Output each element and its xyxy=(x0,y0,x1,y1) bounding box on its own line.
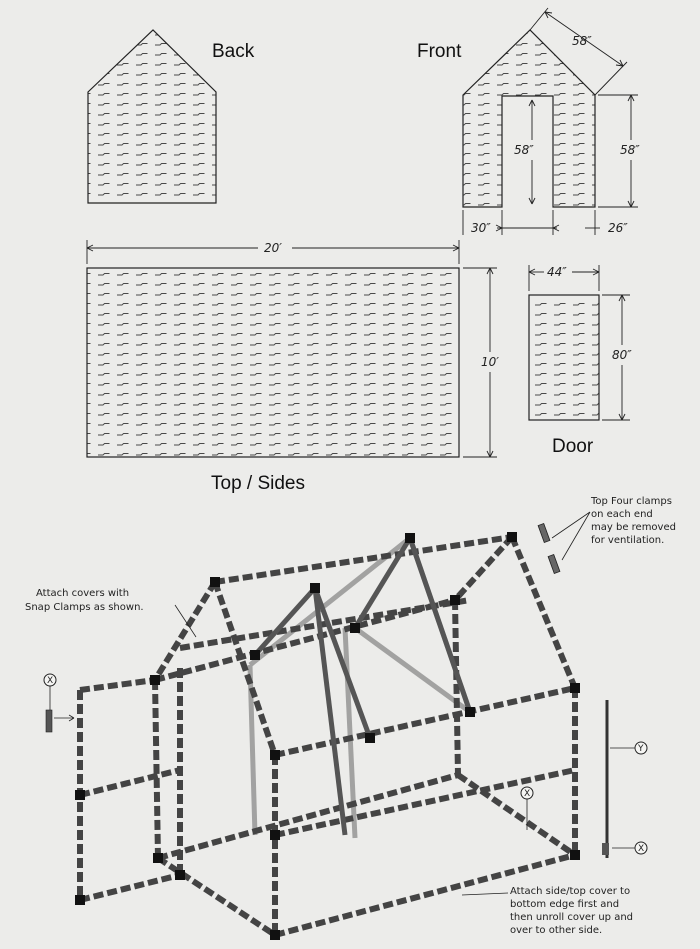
front-door-height-label: 58″ xyxy=(514,143,534,157)
front-panel xyxy=(417,8,640,235)
callout-x-middle-label: X xyxy=(524,789,531,799)
note-attach-covers-line-1: Attach covers with xyxy=(36,588,130,599)
door-width-label: 44″ xyxy=(547,265,567,279)
note-side-cover-line-2: bottom edge first and xyxy=(510,899,620,910)
top-clamps-detail xyxy=(538,512,590,573)
note-attach-covers xyxy=(25,588,196,637)
door-height-label: 80″ xyxy=(612,348,632,362)
callout-y-right xyxy=(610,742,647,754)
note-side-cover-line-3: then unroll cover up and xyxy=(510,912,634,923)
note-top-clamps-line-4: for ventilation. xyxy=(591,535,665,546)
frame-back-pipes xyxy=(250,538,470,838)
callout-x-left-label: X xyxy=(47,676,54,686)
note-top-clamps-line-3: may be removed xyxy=(591,522,676,533)
top-sides-height-label: 10′ xyxy=(481,355,499,369)
door-panel xyxy=(529,265,632,457)
note-side-cover xyxy=(462,886,633,936)
callout-x-left xyxy=(44,674,74,732)
frame-joints xyxy=(75,532,580,940)
top-sides-width-label: 20′ xyxy=(264,241,282,255)
door-panel-label: Door xyxy=(552,436,594,457)
top-sides-panel-label: Top / Sides xyxy=(211,473,305,494)
callout-y-right-label: Y xyxy=(638,744,644,754)
front-left-width-label: 30″ xyxy=(471,221,491,235)
front-roof-dim-label: 58″ xyxy=(572,34,592,48)
note-attach-covers-line-2: Snap Clamps as shown. xyxy=(25,602,144,613)
back-panel-label: Back xyxy=(212,41,255,62)
note-side-cover-line-4: over to other side. xyxy=(510,925,603,936)
frame-main-pipes xyxy=(80,537,575,935)
note-side-cover-line-1: Attach side/top cover to xyxy=(510,886,631,897)
frame-assembly xyxy=(75,532,607,940)
note-top-clamps xyxy=(590,496,676,546)
back-panel xyxy=(88,30,255,203)
front-right-width-label: 26″ xyxy=(608,221,628,235)
note-top-clamps-line-2: on each end xyxy=(591,509,653,520)
callout-x-right-label: X xyxy=(638,844,645,854)
top-sides-panel xyxy=(87,240,499,494)
front-panel-label: Front xyxy=(417,41,462,62)
callout-x-right xyxy=(602,842,647,855)
note-top-clamps-line-1: Top Four clamps xyxy=(591,496,672,507)
front-side-height-label: 58″ xyxy=(620,143,640,157)
